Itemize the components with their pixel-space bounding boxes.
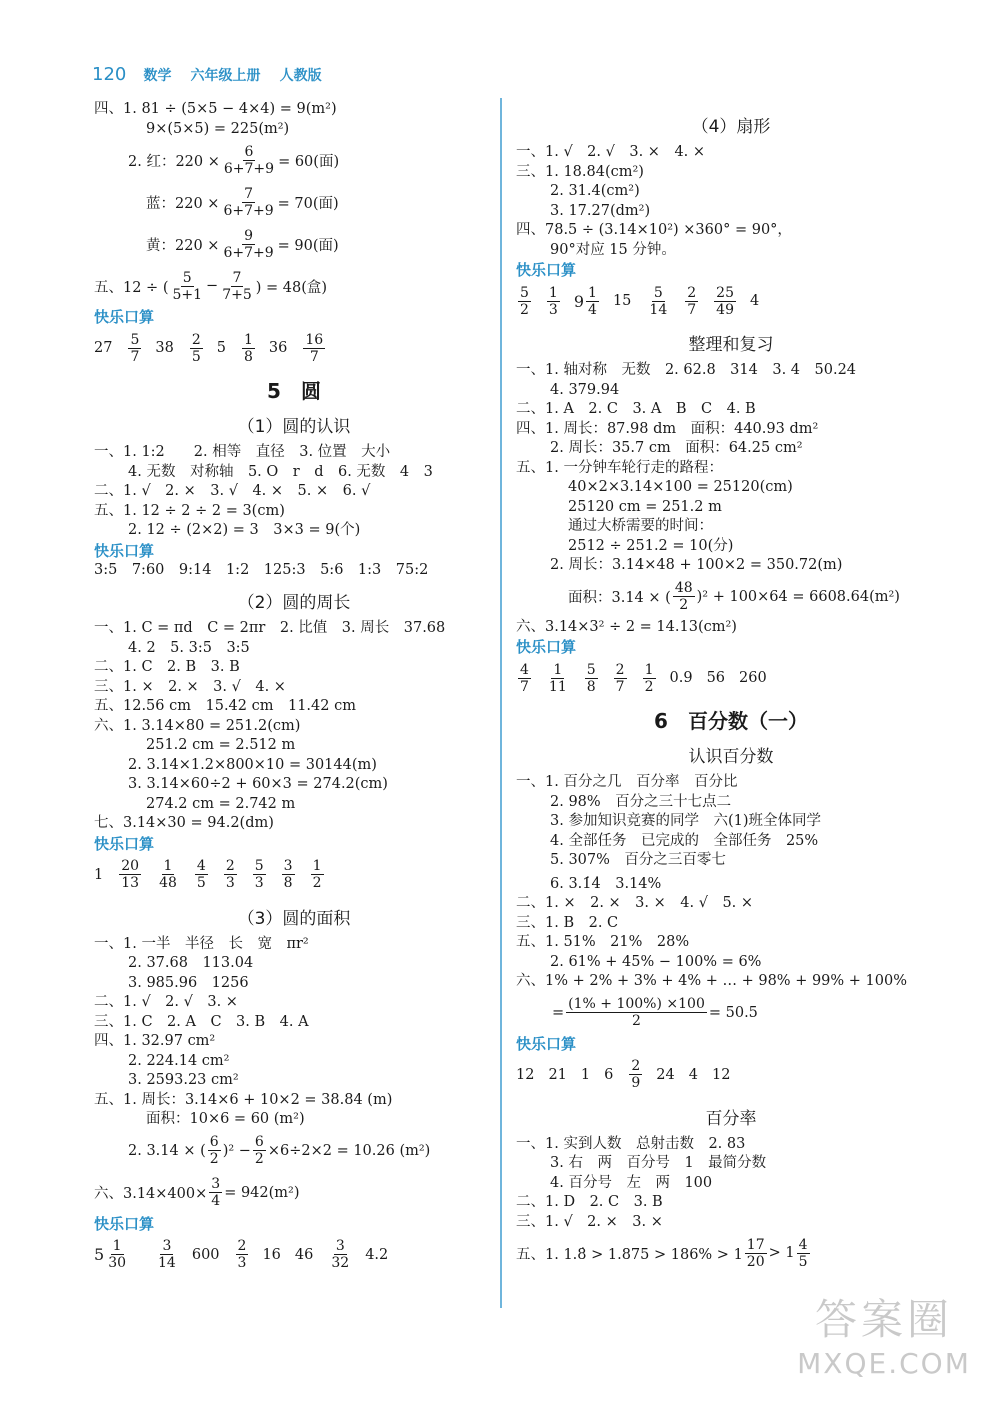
kuaile-kousuan-heading: 快乐口算 <box>516 261 577 279</box>
answer-line: 四、1. 32.97 cm² <box>94 1033 216 1049</box>
answer-line: 一、1. 实到人数 总射击数 2. 83 <box>516 1135 746 1152</box>
fraction <box>282 858 295 891</box>
answer-line: 3. 右 两 百分号 1 最简分数 <box>550 1155 767 1171</box>
eq-text: 2. 3.14 × ( <box>128 1142 206 1159</box>
answer-line: 六、1% + 2% + 3% + 4% + … + 98% + 99% + 100% <box>516 973 907 989</box>
numerator: 1 <box>553 661 563 678</box>
fraction <box>685 285 698 318</box>
section-title: （3）圆的面积 <box>237 908 351 929</box>
numerator: 2 <box>191 331 201 348</box>
value: 24 <box>656 1066 675 1083</box>
numerator: 5 <box>254 858 264 874</box>
kuaile-kousuan-heading: 快乐口算 <box>516 1034 577 1053</box>
section-title: （1）圆的认识 <box>237 417 351 437</box>
answer-line: 2. 37.68 113.04 <box>128 955 254 971</box>
denominator: 2 <box>209 1151 219 1167</box>
fraction <box>647 285 669 318</box>
answer-line: 一、1. 一半 半径 长 宽 πr² <box>94 935 309 952</box>
answer-line: 一、1. 1:2 2. 相等 直径 3. 位置 大小 <box>94 444 391 460</box>
answer-line: 3. 参加知识竞赛的同学 六(1)班全体同学 <box>550 813 821 829</box>
numerator: 2 <box>631 1058 641 1074</box>
answer-line: 七、3.14×30 = 94.2(dm) <box>94 815 274 831</box>
answer-line: 四、1. 周长：87.98 dm 面积：440.93 dm² <box>516 420 819 437</box>
denominator: 48 <box>159 875 177 891</box>
answer-line: 通过大桥需要的时间： <box>568 518 713 534</box>
fraction <box>586 285 599 318</box>
fraction <box>157 858 179 891</box>
fraction <box>797 1237 810 1270</box>
edition-label: 人教版 <box>279 68 322 84</box>
denominator: 3 <box>548 301 558 318</box>
answer-line: 面积：10×6 = 60 (m²) <box>146 1111 305 1127</box>
numerator: 5 <box>182 269 192 286</box>
numerator: 3 <box>335 1238 345 1254</box>
answer-line: 40×2×3.14×100 = 25120(cm) <box>568 479 793 495</box>
value: 260 <box>739 670 767 686</box>
denominator: 14 <box>649 301 668 318</box>
value: 38 <box>155 340 174 356</box>
answer-line: 2. 31.4(cm²) <box>550 183 640 199</box>
value: 15 <box>612 293 632 309</box>
answer-line: 2. 3.14×1.2×800×10 = 30144(m) <box>128 756 377 773</box>
answer-line: 六、1. 3.14×80 = 251.2(cm) <box>94 717 301 734</box>
numerator: 9 <box>244 227 253 244</box>
fraction <box>236 1238 249 1271</box>
numerator: 17 <box>746 1236 765 1253</box>
column-divider <box>500 98 502 1308</box>
kousuan-row <box>516 1054 946 1096</box>
answer-line: 五、1. 12 ÷ 2 ÷ 2 = 3(cm) <box>94 502 285 519</box>
answer-line: 五、12.56 cm 15.42 cm 11.42 cm <box>94 698 356 714</box>
denominator: 3 <box>254 875 264 891</box>
answer-line: 4. 无数 对称轴 5. O r d 6. 无数 4 3 <box>128 463 433 480</box>
page-header <box>92 64 336 88</box>
value: 6 <box>604 1066 614 1083</box>
fraction <box>190 332 203 365</box>
eq-text: )² − <box>222 1142 251 1159</box>
fraction <box>673 580 695 613</box>
answer-line: 2. 12 ÷ (2×2) = 3 3×3 = 9(个) <box>128 522 361 538</box>
answer-line: 5. 307% 百分之三百零七 <box>550 852 726 868</box>
fraction <box>643 662 656 695</box>
eq-text: = 70(面) <box>277 195 339 212</box>
denominator: 5 <box>191 348 201 365</box>
answer-line: 二、1. C 2. B 3. B <box>94 659 240 675</box>
value: 21 <box>548 1066 567 1083</box>
numerator: 2 <box>687 284 697 301</box>
fraction <box>311 858 324 891</box>
answer-line: 2. 224.14 cm² <box>128 1052 230 1069</box>
denominator: 32 <box>331 1255 350 1271</box>
answer-line: 二、1. A 2. C 3. A B C 4. B <box>516 401 756 417</box>
numerator: 1 <box>588 284 597 301</box>
value: 36 <box>268 340 288 356</box>
value: 16 <box>262 1246 281 1263</box>
subject-label: 数学 <box>143 68 172 84</box>
denominator: 8 <box>586 678 596 695</box>
kousuan-row: 3:5 7:60 9:14 1:2 125:3 5:6 1:3 75:2 <box>94 561 429 578</box>
answer-equation <box>94 139 494 181</box>
right-column <box>516 100 946 1274</box>
fraction <box>329 1238 351 1271</box>
numerator: 4 <box>196 858 206 874</box>
value: 12 <box>711 1066 731 1083</box>
value: 27 <box>94 340 113 356</box>
answer-line: 3. 2593.23 cm² <box>128 1072 239 1088</box>
answer-line: 2. 周长：3.14×48 + 100×2 = 350.72(m) <box>550 557 843 573</box>
denominator: 5 <box>196 875 206 891</box>
answer-line: 二、1. × 2. × 3. × 4. √ 5. × <box>516 895 754 911</box>
fraction <box>518 285 531 318</box>
denominator: 11 <box>548 678 567 695</box>
kousuan-row <box>516 657 946 699</box>
numerator: 3 <box>211 1176 221 1192</box>
section-title: （4）扇形 <box>691 117 771 137</box>
denominator: 7+5 <box>222 286 252 303</box>
answer-line: 2. 61% + 45% − 100% = 6% <box>550 953 762 970</box>
answer-line: 三、1. B 2. C <box>516 914 619 931</box>
denominator: 7 <box>309 348 319 365</box>
answer-line: 一、1. √ 2. √ 3. × 4. × <box>516 144 706 160</box>
eq-text: 2. 红：220 × <box>128 153 220 170</box>
answer-line: 9×(5×5) = 225(m²) <box>146 120 290 137</box>
chapter-title: 6 百分数（一） <box>654 709 808 733</box>
eq-text: 面积：3.14 × ( <box>568 590 671 606</box>
answer-line: 2. 周长：35.7 cm 面积：64.25 cm² <box>550 440 803 456</box>
answer-equation <box>94 181 494 223</box>
fraction <box>222 144 276 177</box>
numerator: 4 <box>798 1236 808 1253</box>
kousuan-row <box>516 280 946 322</box>
eq-text: ×6÷2×2 = 10.26 (m²) <box>267 1142 431 1159</box>
answer-line: 三、1. × 2. × 3. √ 4. × <box>94 678 286 695</box>
answer-line: 3. 3.14×60÷2 + 60×3 = 274.2(cm) <box>128 776 388 792</box>
answer-line: 二、1. √ 2. × 3. √ 4. × 5. × 6. √ <box>94 483 371 499</box>
denominator: 7 <box>130 348 140 365</box>
answer-line: 三、1. 18.84(cm²) <box>516 163 644 180</box>
value: 5 <box>216 340 226 356</box>
value: 56 <box>706 670 726 686</box>
watermark-url: MXQE.COM <box>797 1347 971 1380</box>
eq-text: 六、3.14×400× <box>94 1186 208 1202</box>
watermark-text: 答案圈 <box>814 1295 953 1344</box>
value: 1 <box>94 866 104 883</box>
numerator: 2 <box>615 661 625 678</box>
chapter-title: 5 圆 <box>267 379 321 403</box>
answer-line: 3. 17.27(dm²) <box>550 202 651 219</box>
denominator: 13 <box>121 875 140 891</box>
denominator: 6+7+9 <box>223 244 274 261</box>
eq-text: 蓝：220 × <box>146 195 220 212</box>
fraction <box>156 1238 178 1271</box>
denominator: 6+7+9 <box>223 202 274 219</box>
numerator: 5 <box>130 331 140 348</box>
numerator: 4 <box>520 661 529 678</box>
kousuan-row <box>94 327 494 369</box>
fraction <box>106 1238 128 1271</box>
numerator: 16 <box>305 331 324 348</box>
answer-line: 三、1. C 2. A C 3. B 4. A <box>94 1013 309 1030</box>
eq-text: = <box>552 1004 565 1021</box>
answer-equation <box>516 1232 946 1274</box>
denominator: 8 <box>243 348 253 365</box>
denominator: 5+1 <box>172 286 203 303</box>
numerator: 1 <box>548 284 558 301</box>
fraction <box>128 332 141 365</box>
eq-text: )² + 100×64 = 6608.64(m²) <box>696 588 900 605</box>
value: 4 <box>688 1066 698 1083</box>
value: 12 <box>516 1066 535 1083</box>
denominator: 4 <box>211 1193 221 1209</box>
denominator: 49 <box>716 301 734 318</box>
value: 1 <box>580 1066 591 1083</box>
fraction <box>518 662 531 695</box>
denominator: 2 <box>254 1151 264 1167</box>
numerator: 3 <box>283 858 293 874</box>
numerator: 6 <box>244 143 254 160</box>
kuaile-kousuan-heading: 快乐口算 <box>94 308 155 326</box>
denominator: 6+7+9 <box>223 160 275 177</box>
fraction <box>221 228 275 261</box>
denominator: 8 <box>283 875 293 891</box>
fraction <box>209 1176 222 1209</box>
denominator: 3 <box>225 875 235 891</box>
answer-line: 4. 2 5. 3:5 3:5 <box>128 639 250 656</box>
eq-text: 黄：220 × <box>146 237 220 254</box>
denominator: 7 <box>520 678 529 695</box>
numerator: 6 <box>209 1134 219 1150</box>
eq-text: 五、1. 1.8̇ > 1.875 > 186% > 1 <box>516 1246 743 1263</box>
denominator: 30 <box>108 1255 127 1271</box>
value: 4 <box>749 293 760 309</box>
denominator: 2 <box>520 301 529 318</box>
answer-line: 2512 ÷ 251.2 = 10(分) <box>568 537 734 554</box>
fraction <box>585 662 598 695</box>
fraction <box>714 285 736 318</box>
answer-line: 五、1. 周长：3.14×6 + 10×2 = 38.84 (m) <box>94 1091 393 1108</box>
fraction <box>566 996 707 1029</box>
fraction <box>303 332 325 365</box>
answer-line: 6. 3.1̇4̇ 3.14% <box>550 875 662 892</box>
numerator: 1 <box>163 858 173 874</box>
fraction <box>224 858 237 891</box>
eq-text: = 90(面) <box>277 237 339 254</box>
numerator: 7 <box>232 269 242 286</box>
answer-line: 25120 cm = 251.2 m <box>568 498 722 515</box>
answer-line: 2. 98% 百分之三十七点二 <box>550 793 732 810</box>
answer-equation <box>516 992 946 1034</box>
numerator: 2 <box>237 1238 247 1254</box>
denominator: 3 <box>237 1255 247 1271</box>
kuaile-kousuan-heading: 快乐口算 <box>94 1214 155 1233</box>
answer-line: 90°对应 15 分钟。 <box>550 241 676 258</box>
eq-text: − <box>206 278 219 294</box>
eq-text: = 50.5 <box>708 1004 758 1021</box>
numerator: (1% + 100%) ×100 <box>568 996 705 1012</box>
denominator: 2 <box>679 597 689 613</box>
numerator: 1 <box>112 1238 122 1254</box>
answer-line: 一、1. C = πd C = 2πr 2. 比值 3. 周长 37.68 <box>94 620 446 636</box>
value: 600 <box>191 1246 220 1263</box>
left-column <box>94 100 494 1276</box>
eq-text: = 942(m²) <box>224 1184 300 1201</box>
grade-label: 六年级上册 <box>190 68 261 84</box>
denominator: 7 <box>615 678 625 695</box>
page-number: 120 <box>92 64 127 85</box>
numerator: 1 <box>312 858 322 874</box>
kuaile-kousuan-heading: 快乐口算 <box>516 638 577 656</box>
section-title: 整理和复习 <box>688 335 774 355</box>
denominator: 14 <box>158 1255 176 1271</box>
fraction <box>170 270 204 303</box>
answer-line: 274.2 cm = 2.742 m <box>146 795 296 812</box>
fraction <box>220 270 254 303</box>
answer-line: 一、1. 轴对称 无数 2. 62.8 314 3. 4 50.24 <box>516 362 857 378</box>
section-title: 认识百分数 <box>688 747 774 767</box>
watermark-logo <box>784 1287 984 1387</box>
numerator: 3 <box>162 1238 172 1254</box>
fraction <box>221 186 275 219</box>
answer-line: 二、1. √ 2. √ 3. × <box>94 994 238 1010</box>
numerator: 5 <box>653 284 663 301</box>
answer-equation <box>94 265 494 307</box>
answer-line: 三、1. √ 2. × 3. × <box>516 1213 663 1230</box>
answer-line: 251.2 cm = 2.512 m <box>146 737 296 753</box>
denominator: 4 <box>588 301 597 318</box>
answer-equation <box>516 576 946 618</box>
numerator: 7 <box>244 185 253 202</box>
numerator: 2 <box>225 858 235 874</box>
numerator: 6 <box>254 1134 264 1150</box>
value: 9 <box>573 291 585 311</box>
kousuan-row <box>94 1234 494 1276</box>
eq-text: > 1 <box>768 1245 795 1261</box>
fraction <box>547 662 569 695</box>
value: 0.9 <box>669 670 693 686</box>
fraction <box>195 858 208 891</box>
answer-line: 五、1. 51% 21% 28% <box>516 934 690 950</box>
answer-equation <box>94 1130 494 1172</box>
answer-line: 一、1. 百分之几 百分率 百分比 <box>516 774 738 790</box>
answer-line: 4. 379.94 <box>550 381 620 398</box>
denominator: 9 <box>631 1075 641 1091</box>
denominator: 2 <box>312 875 322 891</box>
fraction <box>614 662 627 695</box>
numerator: 25 <box>716 284 734 301</box>
numerator: 1 <box>644 661 654 678</box>
eq-text: ) = 48(盒) <box>255 279 328 296</box>
answer-equation <box>94 223 494 265</box>
fraction <box>547 285 560 318</box>
fraction <box>629 1058 642 1091</box>
fraction <box>119 858 141 891</box>
fraction <box>208 1134 221 1167</box>
answer-line: 3. 985.96 1256 <box>128 974 249 991</box>
answer-line: 四、78.5 ÷ (3.14×10²) ×360° = 90°， <box>516 222 792 238</box>
value: 5 <box>94 1245 105 1264</box>
numerator: 20 <box>121 858 140 874</box>
denominator: 20 <box>746 1253 765 1270</box>
value: 4.2 <box>365 1246 389 1263</box>
fraction <box>745 1237 767 1270</box>
value: 46 <box>294 1246 314 1263</box>
answer-line: 六、3.14×3² ÷ 2 = 14.13(cm²) <box>516 618 737 635</box>
eq-text: = 60(面) <box>278 153 340 170</box>
numerator: 48 <box>674 580 693 596</box>
numerator: 5 <box>520 284 529 301</box>
fraction <box>253 858 266 891</box>
section-title: （2）圆的周长 <box>237 593 351 613</box>
numerator: 1 <box>243 331 253 348</box>
fraction <box>242 332 255 365</box>
fraction <box>253 1134 266 1167</box>
denominator: 7 <box>687 301 697 318</box>
denominator: 2 <box>632 1013 641 1029</box>
numerator: 5 <box>586 661 596 678</box>
section-title: 百分率 <box>705 1108 757 1129</box>
denominator: 5 <box>798 1253 808 1270</box>
kuaile-kousuan-heading: 快乐口算 <box>94 541 155 560</box>
denominator: 2 <box>644 678 654 695</box>
answer-line: 二、1. D 2. C 3. B <box>516 1194 663 1210</box>
kuaile-kousuan-heading: 快乐口算 <box>94 834 155 853</box>
answer-line: 四、1. 81 ÷ (5×5 − 4×4) = 9(m²) <box>94 101 337 117</box>
answer-equation <box>94 1172 494 1214</box>
kousuan-row <box>94 854 494 896</box>
answer-line: 4. 百分号 左 两 100 <box>550 1174 713 1191</box>
answer-line: 五、1. 一分钟车轮行走的路程： <box>516 459 723 476</box>
answer-line: 4. 全部任务 已完成的 全部任务 25% <box>550 832 819 849</box>
eq-text: 五、12 ÷ ( <box>94 279 169 296</box>
